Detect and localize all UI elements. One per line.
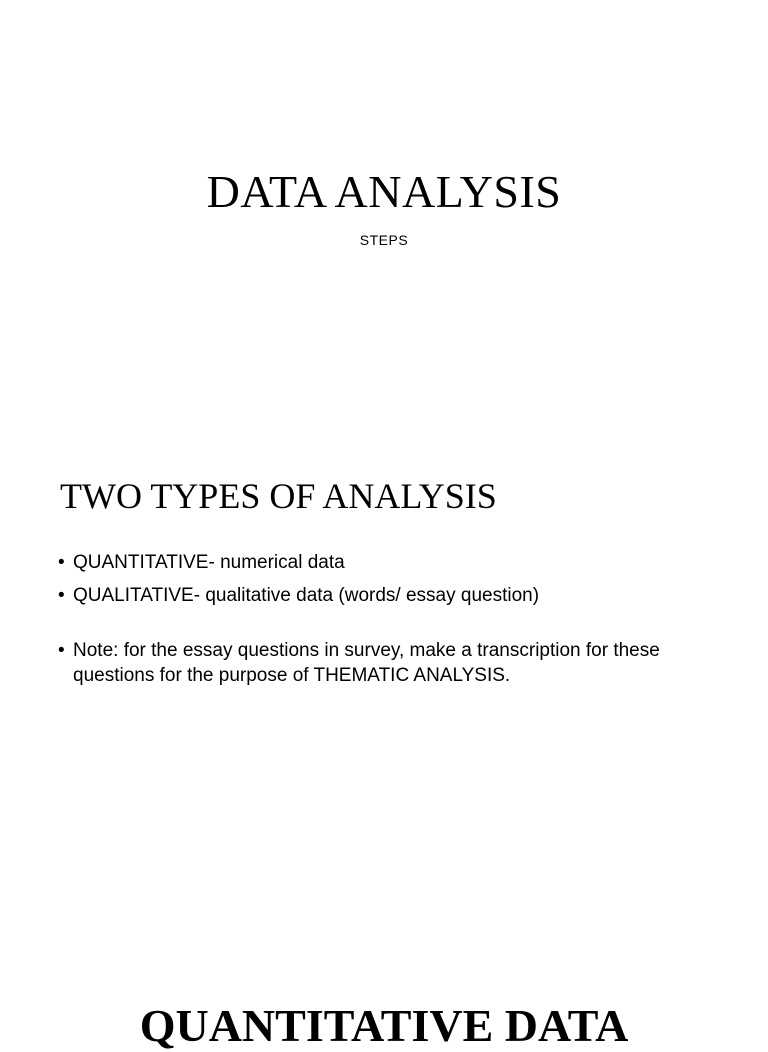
- bullet-item-qualitative: [58, 583, 738, 608]
- slide-subtitle: STEPS: [359, 232, 409, 248]
- title-slide: [0, 0, 768, 432]
- bullet-icon: •: [58, 552, 65, 573]
- quantitative-data-slide: [0, 864, 768, 1051]
- bullet-item-quantitative: [58, 550, 738, 575]
- bullet-list: [58, 550, 738, 688]
- bullet-text: QUANTITATIVE- numerical data: [73, 552, 345, 573]
- slide-title: DATA ANALYSIS: [206, 166, 562, 217]
- bullet-text: QUALITATIVE- qualitative data (words/ essay question): [73, 585, 540, 606]
- types-of-analysis-slide: [0, 432, 768, 864]
- bullet-text: Note: for the essay questions in survey, make a transcription for these questions for the purpose of THEMATIC ANALYSIS.: [73, 640, 660, 686]
- bullet-icon: •: [58, 585, 65, 606]
- slide-title: QUANTITATIVE DATA: [139, 1000, 629, 1051]
- bullet-icon: •: [58, 640, 65, 661]
- slide-heading: TWO TYPES OF ANALYSIS: [60, 476, 497, 516]
- bullet-item-note: [58, 638, 738, 688]
